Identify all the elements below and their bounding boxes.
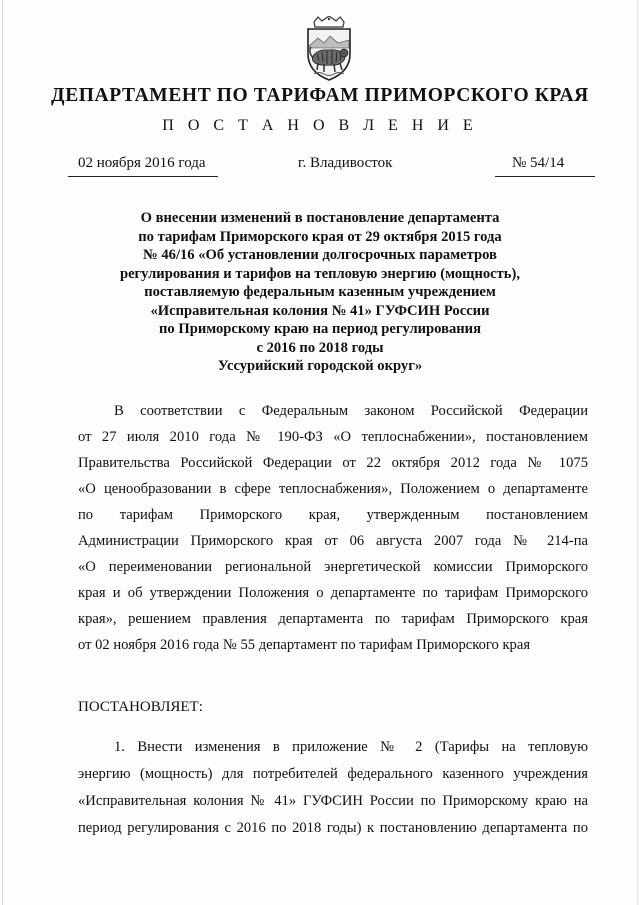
coat-of-arms-icon: [300, 16, 358, 82]
preamble-paragraph: [78, 398, 588, 658]
item-line: период регулирования с 2016 по 2018 годы) к постановлению департамента по: [78, 820, 588, 836]
item-line: 1. Внести изменения в приложение № 2 (Тарифы на тепловую: [114, 739, 588, 755]
document-city: г. Владивосток: [298, 155, 393, 171]
body-line: края и об утверждении Положения о департаменте по тарифам Приморского: [78, 585, 588, 601]
body-line: «О переименовании региональной энергетической комиссии Приморского: [78, 559, 588, 575]
subject-line: по Приморскому краю на период регулирования: [159, 321, 481, 337]
item-line: «Исправительная колония № 41» ГУФСИН России по Приморскому краю на: [78, 793, 588, 809]
department-title: ДЕПАРТАМЕНТ ПО ТАРИФАМ ПРИМОРСКОГО КРАЯ: [51, 85, 589, 106]
item-line: энергию (мощность) для потребителей федерального казенного учреждения: [78, 766, 588, 782]
subject-line: по тарифам Приморского края от 29 октября 2015 года: [138, 228, 502, 245]
scan-edge-right: [637, 0, 638, 905]
subject-line: Уссурийский городской округ»: [217, 358, 423, 374]
body-line: по тарифам Приморского края, утвержденным постановлением: [78, 507, 588, 523]
body-line: Правительства Российской Федерации от 22 октября 2012 года № 1075: [78, 455, 588, 471]
subject-line: с 2016 по 2018 годы: [256, 339, 384, 356]
body-line: «О ценообразовании в сфере теплоснабжения», Положением о департаменте: [78, 481, 588, 497]
document-subject: [0, 209, 640, 376]
number-underline: [495, 176, 595, 177]
subject-line: регулирования и тарифов на тепловую энергию (мощность),: [119, 265, 521, 282]
scan-edge-left: [2, 0, 3, 905]
date-underline: [68, 176, 218, 177]
subject-line: О внесении изменений в постановление департамента: [140, 210, 500, 226]
resolve-heading: ПОСТАНОВЛЯЕТ:: [78, 699, 203, 715]
body-line: В соответствии с Федеральным законом Российской Федерации: [114, 403, 588, 419]
subject-line: № 46/16 «Об установлении долгосрочных параметров: [143, 247, 497, 263]
body-line: от 27 июля 2010 года № 190-ФЗ «О теплоснабжении», постановлением: [78, 429, 588, 445]
body-line: края», решением правления департамента по тарифам Приморского края: [78, 611, 588, 627]
body-line: Администрации Приморского края от 06 августа 2007 года № 214-па: [78, 533, 588, 549]
document-date: 02 ноября 2016 года: [78, 155, 206, 171]
document-number: № 54/14: [512, 155, 565, 171]
subject-line: «Исправительная колония № 41» ГУФСИН России: [150, 302, 490, 319]
resolution-item-1: [78, 734, 588, 842]
body-line: от 02 ноября 2016 года № 55 департамент по тарифам Приморского края: [78, 637, 531, 653]
subject-line: поставляемую федеральным казенным учреждением: [144, 284, 496, 300]
document-type: П О С Т А Н О В Л Е Н И Е: [162, 117, 478, 134]
